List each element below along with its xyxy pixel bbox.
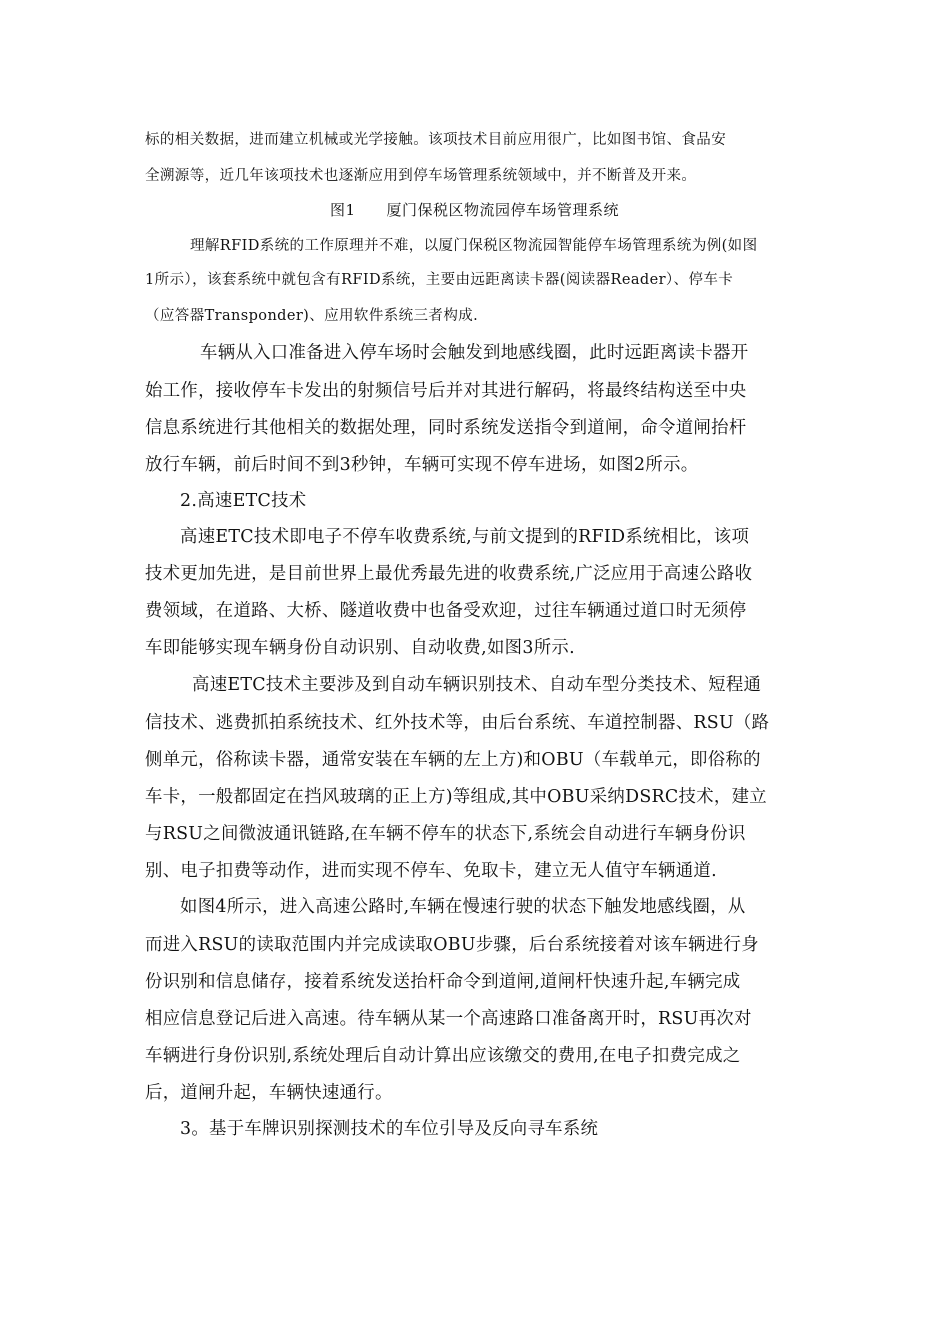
text-line: 高速ETC技术主要涉及到自动车辆识别技术、自动车型分类技术、短程通: [192, 675, 762, 695]
text-line: 费领域，在道路、大桥、隧道收费中也备受欢迎，过往车辆通过道口时无须停: [145, 601, 747, 621]
text-line: 别、电子扣费等动作，进而实现不停车、免取卡，建立无人值守车辆通道.: [145, 861, 717, 881]
text-line: 标的相关数据，进而建立机械或光学接触。该项技术目前应用很广，比如图书馆、食品安: [145, 132, 727, 148]
text-line: 份识别和信息储存，接着系统发送抬杆命令到道闸,道闸杆快速升起,车辆完成: [145, 972, 741, 992]
text-line: 车卡，一般都固定在挡风玻璃的正上方)等组成,其中OBU采纳DSRC技术，建立: [145, 787, 767, 807]
text-line: 信息系统进行其他相关的数据处理，同时系统发送指令到道闸，命令道闸抬杆: [145, 418, 747, 438]
text-line: 高速ETC技术即电子不停车收费系统,与前文提到的RFID系统相比，该项: [180, 527, 750, 547]
text-line: 后，道闸升起，车辆快速通行。: [145, 1083, 393, 1103]
text-line: 侧单元，俗称读卡器，通常安装在车辆的左上方)和OBU（车载单元，即俗称的: [145, 750, 761, 770]
text-line: 车辆进行身份识别,系统处理后自动计算出应该缴交的费用,在电子扣费完成之: [145, 1046, 741, 1066]
text-line: 车即能够实现车辆身份自动识别、自动收费,如图3所示.: [145, 638, 575, 658]
section-heading: 3。基于车牌识别探测技术的车位引导及反向寻车系统: [180, 1119, 599, 1139]
text-line: 而进入RSU的读取范围内并完成读取OBU步骤，后台系统接着对该车辆进行身: [145, 935, 759, 955]
text-line: 全溯源等，近几年该项技术也逐渐应用到停车场管理系统领域中，并不断普及开来。: [145, 168, 697, 184]
text-line: 与RSU之间微波通讯链路,在车辆不停车的状态下,系统会自动进行车辆身份识: [145, 824, 746, 844]
text-line: 理解RFID系统的工作原理并不难，以厦门保税区物流园智能停车场管理系统为例(如图: [190, 238, 758, 254]
text-line: （应答器Transponder)、应用软件系统三者构成.: [145, 308, 479, 324]
text-line: 放行车辆，前后时间不到3秒钟，车辆可实现不停车进场，如图2所示。: [145, 455, 699, 475]
figure-caption: 图1 厦门保税区物流园停车场管理系统: [330, 201, 620, 219]
text-line: 技术更加先进，是目前世界上最优秀最先进的收费系统,广泛应用于高速公路收: [145, 564, 753, 584]
text-line: 车辆从入口准备进入停车场时会触发到地感线圈，此时远距离读卡器开: [200, 343, 749, 363]
section-heading: 2.高速ETC技术: [180, 491, 307, 511]
text-line: 信技术、逃费抓拍系统技术、红外技术等，由后台系统、车道控制器、RSU（路: [145, 713, 770, 733]
text-line: 始工作，接收停车卡发出的射频信号后并对其进行解码，将最终结构送至中央: [145, 381, 747, 401]
text-line: 1所示），该套系统中就包含有RFID系统，主要由远距离读卡器(阅读器Reader）、停车卡: [145, 272, 734, 288]
text-line: 如图4所示，进入高速公路时,车辆在慢速行驶的状态下触发地感线圈，从: [180, 897, 746, 917]
text-line: 相应信息登记后进入高速。待车辆从某一个高速路口准备离开时，RSU再次对: [145, 1009, 752, 1029]
